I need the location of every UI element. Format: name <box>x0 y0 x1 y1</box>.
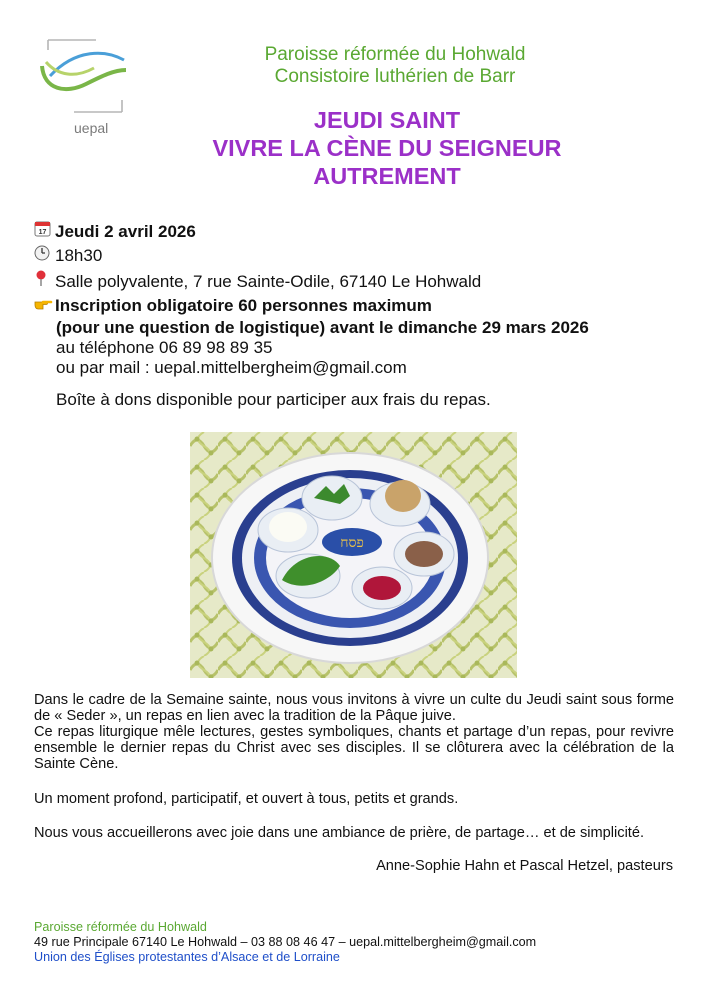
title-line-3: AUTREMENT <box>313 163 461 189</box>
svg-text:פסח: פסח <box>340 536 364 551</box>
event-place-text: Salle polyvalente, 7 rue Sainte-Odile, 67140 Le Hohwald <box>55 272 482 291</box>
intro-paragraph: Dans le cadre de la Semaine sainte, nous vous invitons à vivre un culte du Jeudi saint sous forme de « Seder », un repas en lien avec la tradition de la Pâque juive. <box>34 692 674 724</box>
title-line-1: JEUDI SAINT <box>313 107 461 133</box>
seder-plate-photo <box>190 432 517 678</box>
event-time <box>34 245 102 268</box>
inscription-phone: au téléphone 06 89 98 89 35 <box>56 338 273 357</box>
clock-icon <box>34 245 55 268</box>
footer-parish: Paroisse réformée du Hohwald <box>34 920 207 934</box>
footer-union: Union des Églises protestantes d’Alsace et de Lorraine <box>34 950 340 964</box>
calendar-icon <box>34 220 55 244</box>
svg-text:17: 17 <box>38 229 47 236</box>
consistory-name: Consistoire luthérien de Barr <box>274 66 516 87</box>
uepal-logo <box>36 36 136 144</box>
event-time-text: 18h30 <box>55 246 103 265</box>
inscription-email: ou par mail : uepal.mittelbergheim@gmail.com <box>56 358 407 377</box>
event-place <box>34 270 481 294</box>
seder-description: Ce repas liturgique mêle lectures, gestes symboliques, chants et partage d’un repas, pour revivre ensemble le dernier repas du Christ avec ses disciples. Il se clôturera avec la célébration de la Sainte Cène. <box>34 724 674 772</box>
signature: Anne-Sophie Hahn et Pascal Hetzel, pasteurs <box>376 858 673 874</box>
pin-icon <box>34 270 55 294</box>
title-line-2: VIVRE LA CÈNE DU SEIGNEUR <box>212 135 562 161</box>
inscription-line-2: (pour une question de logistique) avant le dimanche 29 mars 2026 <box>56 318 589 337</box>
participation-note: Un moment profond, participatif, et ouvert à tous, petits et grands. <box>34 791 459 807</box>
parish-name: Paroisse réformée du Hohwald <box>264 44 526 65</box>
pointing-hand-icon <box>34 296 55 318</box>
inscription-line-1 <box>34 295 432 318</box>
logo-text: uepal <box>74 120 109 136</box>
welcome-paragraph: Nous vous accueillerons avec joie dans une ambiance de prière, de partage… et de simplicité. <box>34 825 645 841</box>
inscription-text-1: Inscription obligatoire 60 personnes maximum <box>55 296 432 315</box>
event-date <box>34 220 196 244</box>
footer-contact: 49 rue Principale 67140 Le Hohwald – 03 88 08 46 47 – uepal.mittelbergheim@gmail.com <box>34 935 537 949</box>
event-date-text: Jeudi 2 avril 2026 <box>55 222 196 241</box>
donation-note: Boîte à dons disponible pour participer aux frais du repas. <box>56 390 491 409</box>
